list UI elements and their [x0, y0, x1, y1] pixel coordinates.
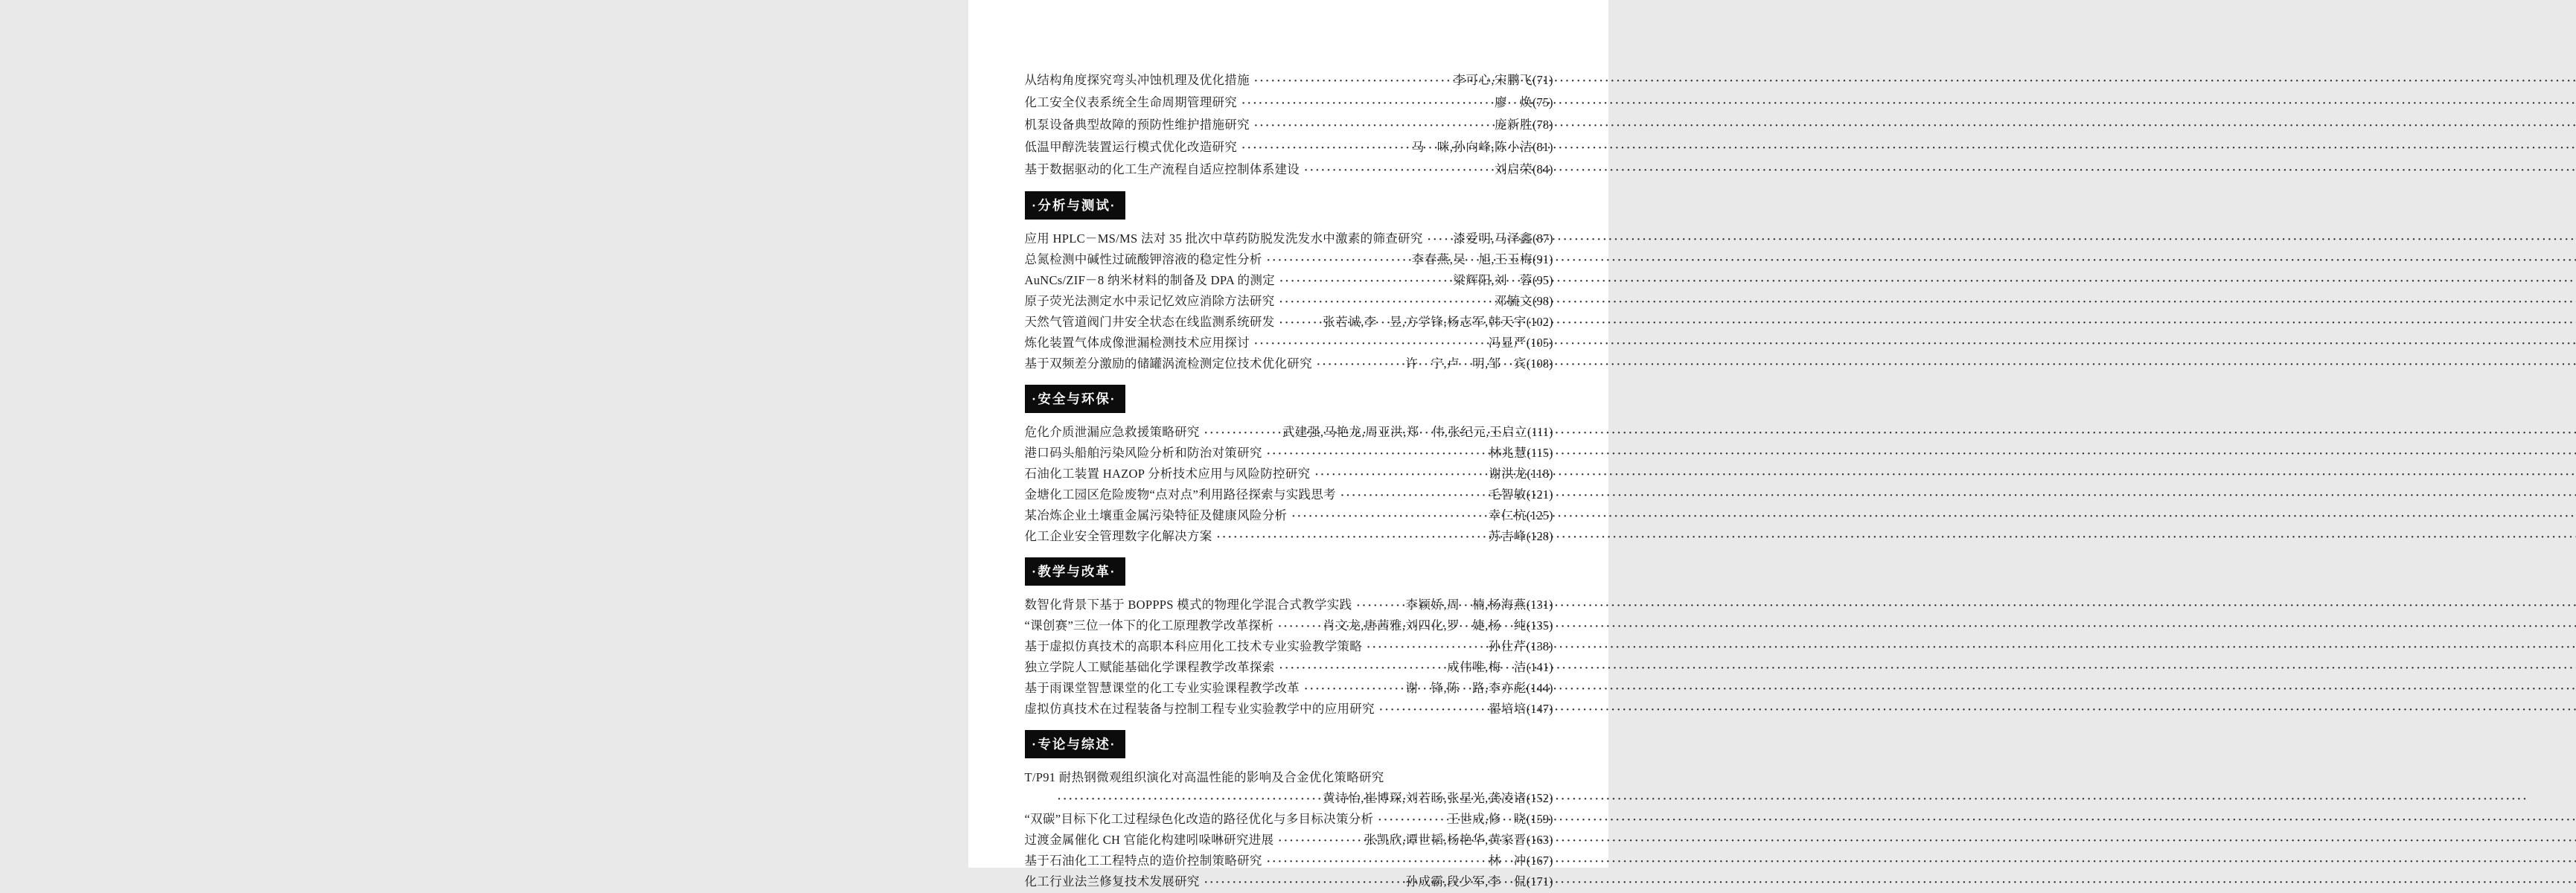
dot-leader	[1254, 114, 1490, 137]
section-header-row	[1025, 385, 1553, 413]
section-header: ·分析与测试·	[1025, 191, 1125, 220]
toc-entry	[1025, 788, 1553, 809]
section-header: ·专论与综述·	[1025, 730, 1125, 758]
article-page: (147)	[1526, 702, 1553, 716]
article-page: (91)	[1533, 252, 1553, 266]
article-authors: 孙成霸,段少军,李 侃	[1405, 874, 1527, 889]
article-title: 从结构角度探究弯头冲蚀机理及优化措施	[1024, 73, 1250, 87]
dot-leader	[1204, 871, 1402, 893]
toc-entry	[1025, 505, 1553, 526]
dot-leader	[1356, 595, 1401, 616]
article-page: (105)	[1526, 336, 1553, 350]
dot-leader	[1241, 92, 1490, 115]
article-page: (98)	[1533, 294, 1553, 308]
dot-leader	[1304, 159, 1490, 182]
article-title: 数智化背景下基于 BOPPPS 模式的物理化学混合式教学实践	[1024, 598, 1352, 612]
toc-entry	[1025, 699, 1553, 720]
dot-leader	[1267, 851, 1484, 872]
article-authors: 武建强,马艳龙,周亚洪,郑 伟,张纪元,王启立	[1282, 425, 1527, 439]
article-authors: 许 宁,卢 明,邹 宾	[1405, 356, 1527, 371]
dot-leader	[1278, 830, 1360, 851]
dot-leader	[1428, 228, 1449, 250]
article-title: 过渡金属催化 CH 官能化构建吲哚啉研究进展	[1024, 833, 1274, 847]
toc-entry	[1025, 871, 1553, 892]
toc-entry	[1025, 114, 1553, 136]
section-header-row	[1025, 730, 1553, 758]
dot-leader	[1254, 333, 1484, 354]
dot-leader	[1379, 699, 1484, 720]
article-title: 港口码头船舶污染风险分析和防治对策研究	[1024, 446, 1262, 460]
article-authors: 邓毓文	[1495, 294, 1533, 308]
article-authors: 庞新胜	[1495, 118, 1533, 132]
toc-entry	[1025, 353, 1553, 374]
article-authors: 李春燕,吴 旭,王玉梅	[1411, 252, 1533, 266]
article-title: 金塘化工园区危险废物“点对点”利用路径探索与实践思考	[1024, 487, 1336, 502]
article-page: (135)	[1526, 618, 1553, 633]
article-title: AuNCs/ZIF－8 纳米材料的制备及 DPA 的测定	[1024, 273, 1275, 287]
article-authors: 肖文龙,唐茜雅,刘四化,罗 婕,杨 纯	[1323, 618, 1527, 633]
dot-leader	[1367, 636, 1484, 658]
article-authors: 廖 焕	[1495, 95, 1533, 109]
article-page: (95)	[1533, 273, 1553, 287]
article-authors: 谢 锋,陈 路,李亦彪	[1405, 681, 1527, 695]
dot-leader	[1254, 69, 1448, 92]
article-title: 基于双频差分激励的储罐涡流检测定位技术优化研究	[1024, 356, 1312, 371]
article-page: (115)	[1527, 446, 1553, 460]
article-title: T/P91 耐热钢微观组织演化对高温性能的影响及合金优化策略研究	[1024, 770, 1384, 784]
toc-entry	[1025, 291, 1553, 312]
article-title: 基于数据驱动的化工生产流程自适应控制体系建设	[1024, 162, 1300, 176]
article-authors: 刘启荣	[1495, 162, 1533, 176]
article-title: 机泵设备典型故障的预防性维护措施研究	[1024, 118, 1250, 132]
article-authors: 孙仕芹	[1488, 639, 1527, 653]
article-authors: 黄诗怡,崔博琛,刘若旸,张星光,龚凌诸	[1323, 791, 1527, 805]
article-authors: 幸仁杭	[1488, 508, 1527, 522]
article-page: (78)	[1533, 118, 1553, 132]
toc-entry	[1025, 333, 1553, 353]
article-authors: 林兆慧	[1489, 446, 1527, 460]
toc-entry	[1025, 92, 1553, 114]
toc-entry	[1025, 159, 1553, 181]
article-title: 化工安全仪表系统全生命周期管理研究	[1024, 95, 1238, 109]
article-page: (71)	[1533, 73, 1553, 87]
section-header: ·教学与改革·	[1025, 557, 1125, 586]
article-authors: 张若诚,李 昱,方学锋,杨志军,韩天宇	[1323, 315, 1527, 329]
toc-sections	[1025, 191, 1553, 892]
article-authors: 冯显严	[1488, 336, 1527, 350]
dot-leader	[1278, 615, 1318, 637]
toc-entry	[1025, 312, 1553, 333]
article-page: (159)	[1526, 812, 1553, 826]
article-authors: 李可心,宋鹏飞	[1453, 73, 1533, 87]
toc-entry	[1025, 228, 1553, 249]
article-authors: 张凯欣,谭世韬,杨艳华,黄家晋	[1364, 833, 1527, 847]
article-page: (84)	[1533, 162, 1553, 176]
article-page: (75)	[1533, 95, 1553, 109]
article-title: 基于虚拟仿真技术的高职本科应用化工技术专业实验教学策略	[1024, 639, 1363, 653]
article-page: (81)	[1533, 140, 1553, 154]
article-title: 石油化工装置 HAZOP 分析技术应用与风险防控研究	[1024, 467, 1311, 481]
article-title: 化工企业安全管理数字化解决方案	[1024, 529, 1212, 543]
article-page: (128)	[1526, 529, 1553, 543]
toc-entry	[1025, 657, 1553, 678]
toc-entry	[1025, 422, 1553, 443]
toc-entry	[1025, 636, 1553, 657]
dot-leader	[1340, 484, 1484, 506]
article-authors: 王世成,修 晓	[1447, 812, 1527, 826]
article-title: 化工行业法兰修复技术发展研究	[1024, 874, 1200, 889]
article-authors: 毛智敏	[1488, 487, 1527, 502]
dot-leader	[1304, 678, 1401, 700]
article-authors: 林 冲	[1488, 854, 1527, 868]
toc-entry	[1025, 809, 1553, 830]
article-page: (125)	[1526, 508, 1553, 522]
article-page: (144)	[1526, 681, 1553, 695]
dot-leader	[1279, 657, 1443, 679]
toc-entry	[1025, 249, 1553, 270]
toc-entry	[1025, 595, 1553, 615]
article-page: (87)	[1533, 231, 1553, 246]
article-title: 总氮检测中碱性过硫酸钾溶液的稳定性分析	[1024, 252, 1262, 266]
journal-toc-page	[968, 0, 1608, 889]
article-title: 炼化装置气体成像泄漏检测技术应用探讨	[1024, 336, 1250, 350]
article-title: “双碳”目标下化工过程绿色化改造的路径优化与多目标决策分析	[1024, 812, 1374, 826]
toc-entry	[1025, 270, 1553, 291]
toc-entry	[1025, 678, 1553, 699]
article-authors: 翟培培	[1488, 702, 1527, 716]
section-header-row	[1025, 557, 1553, 586]
dot-leader	[1378, 809, 1442, 830]
article-page: (138)	[1526, 639, 1553, 653]
toc-entry	[1025, 851, 1553, 871]
toc-entry	[1025, 526, 1553, 547]
article-title: 天然气管道阀门井安全状态在线监测系统研发	[1024, 315, 1275, 329]
article-authors: 李颖娇,周 楠,杨海燕	[1405, 598, 1527, 612]
dot-leader	[1279, 312, 1319, 333]
article-title: 应用 HPLC－MS/MS 法对 35 批次中草药防脱发洗发水中激素的筛查研究	[1024, 231, 1423, 246]
toc-entry	[1025, 69, 1553, 92]
toc-entry	[1025, 443, 1553, 464]
toc-leading-entries	[1025, 69, 1553, 181]
toc-entry	[1025, 136, 1553, 159]
article-page: (152)	[1526, 791, 1553, 805]
dot-leader	[1314, 464, 1484, 485]
article-title: 基于石油化工工程特点的造价控制策略研究	[1024, 854, 1262, 868]
article-page: (131)	[1526, 598, 1553, 612]
article-authors: 马 咪,孙向峰,陈小洁	[1411, 140, 1533, 154]
dot-leader	[1279, 291, 1491, 313]
toc-entry	[1025, 615, 1553, 636]
article-title: “课创赛”三位一体下的化工原理教学改革探析	[1024, 618, 1273, 633]
article-title: 低温甲醇洗装置运行模式优化改造研究	[1024, 140, 1238, 154]
dot-leader	[1317, 353, 1402, 375]
dot-leader	[1267, 443, 1485, 464]
article-page: (102)	[1526, 315, 1553, 329]
article-page: (118)	[1527, 467, 1553, 481]
article-title: 危化介质泄漏应急救援策略研究	[1024, 425, 1200, 439]
article-authors: 漆爱明,马泽鑫	[1453, 231, 1533, 246]
article-title: 某冶炼企业土壤重金属污染特征及健康风险分析	[1024, 508, 1288, 522]
article-page: (111)	[1527, 425, 1553, 439]
article-title: 原子荧光法测定水中汞记忆效应消除方法研究	[1024, 294, 1275, 308]
section-header: ·安全与环保·	[1025, 385, 1125, 413]
dot-leader	[1291, 505, 1483, 527]
dot-leader	[1058, 788, 1319, 810]
dot-leader	[1217, 526, 1484, 548]
article-title: 虚拟仿真技术在过程装备与控制工程专业实验教学中的应用研究	[1024, 702, 1375, 716]
article-page: (141)	[1526, 660, 1553, 674]
article-page: (171)	[1526, 874, 1553, 889]
toc-entry	[1025, 464, 1553, 484]
article-page: (163)	[1526, 833, 1553, 847]
section-header-row	[1025, 191, 1553, 220]
article-title: 基于雨课堂智慧课堂的化工专业实验课程教学改革	[1024, 681, 1300, 695]
dot-leader	[1204, 422, 1278, 444]
article-authors: 梁辉阳,刘 蓉	[1453, 273, 1533, 287]
article-page: (121)	[1526, 487, 1553, 502]
toc-entry	[1025, 484, 1553, 505]
article-page: (108)	[1526, 356, 1553, 371]
article-page: (167)	[1526, 854, 1553, 868]
dot-leader	[1241, 136, 1407, 159]
toc-entry	[1025, 830, 1553, 851]
article-authors: 谢洪龙	[1489, 467, 1527, 481]
dot-leader	[1279, 270, 1448, 292]
article-title: 独立学院人工赋能基础化学课程教学改革探索	[1024, 660, 1275, 674]
article-authors: 苏吉峰	[1488, 529, 1527, 543]
dot-leader	[1267, 249, 1407, 271]
article-authors: 成伟唯,梅 洁	[1447, 660, 1527, 674]
